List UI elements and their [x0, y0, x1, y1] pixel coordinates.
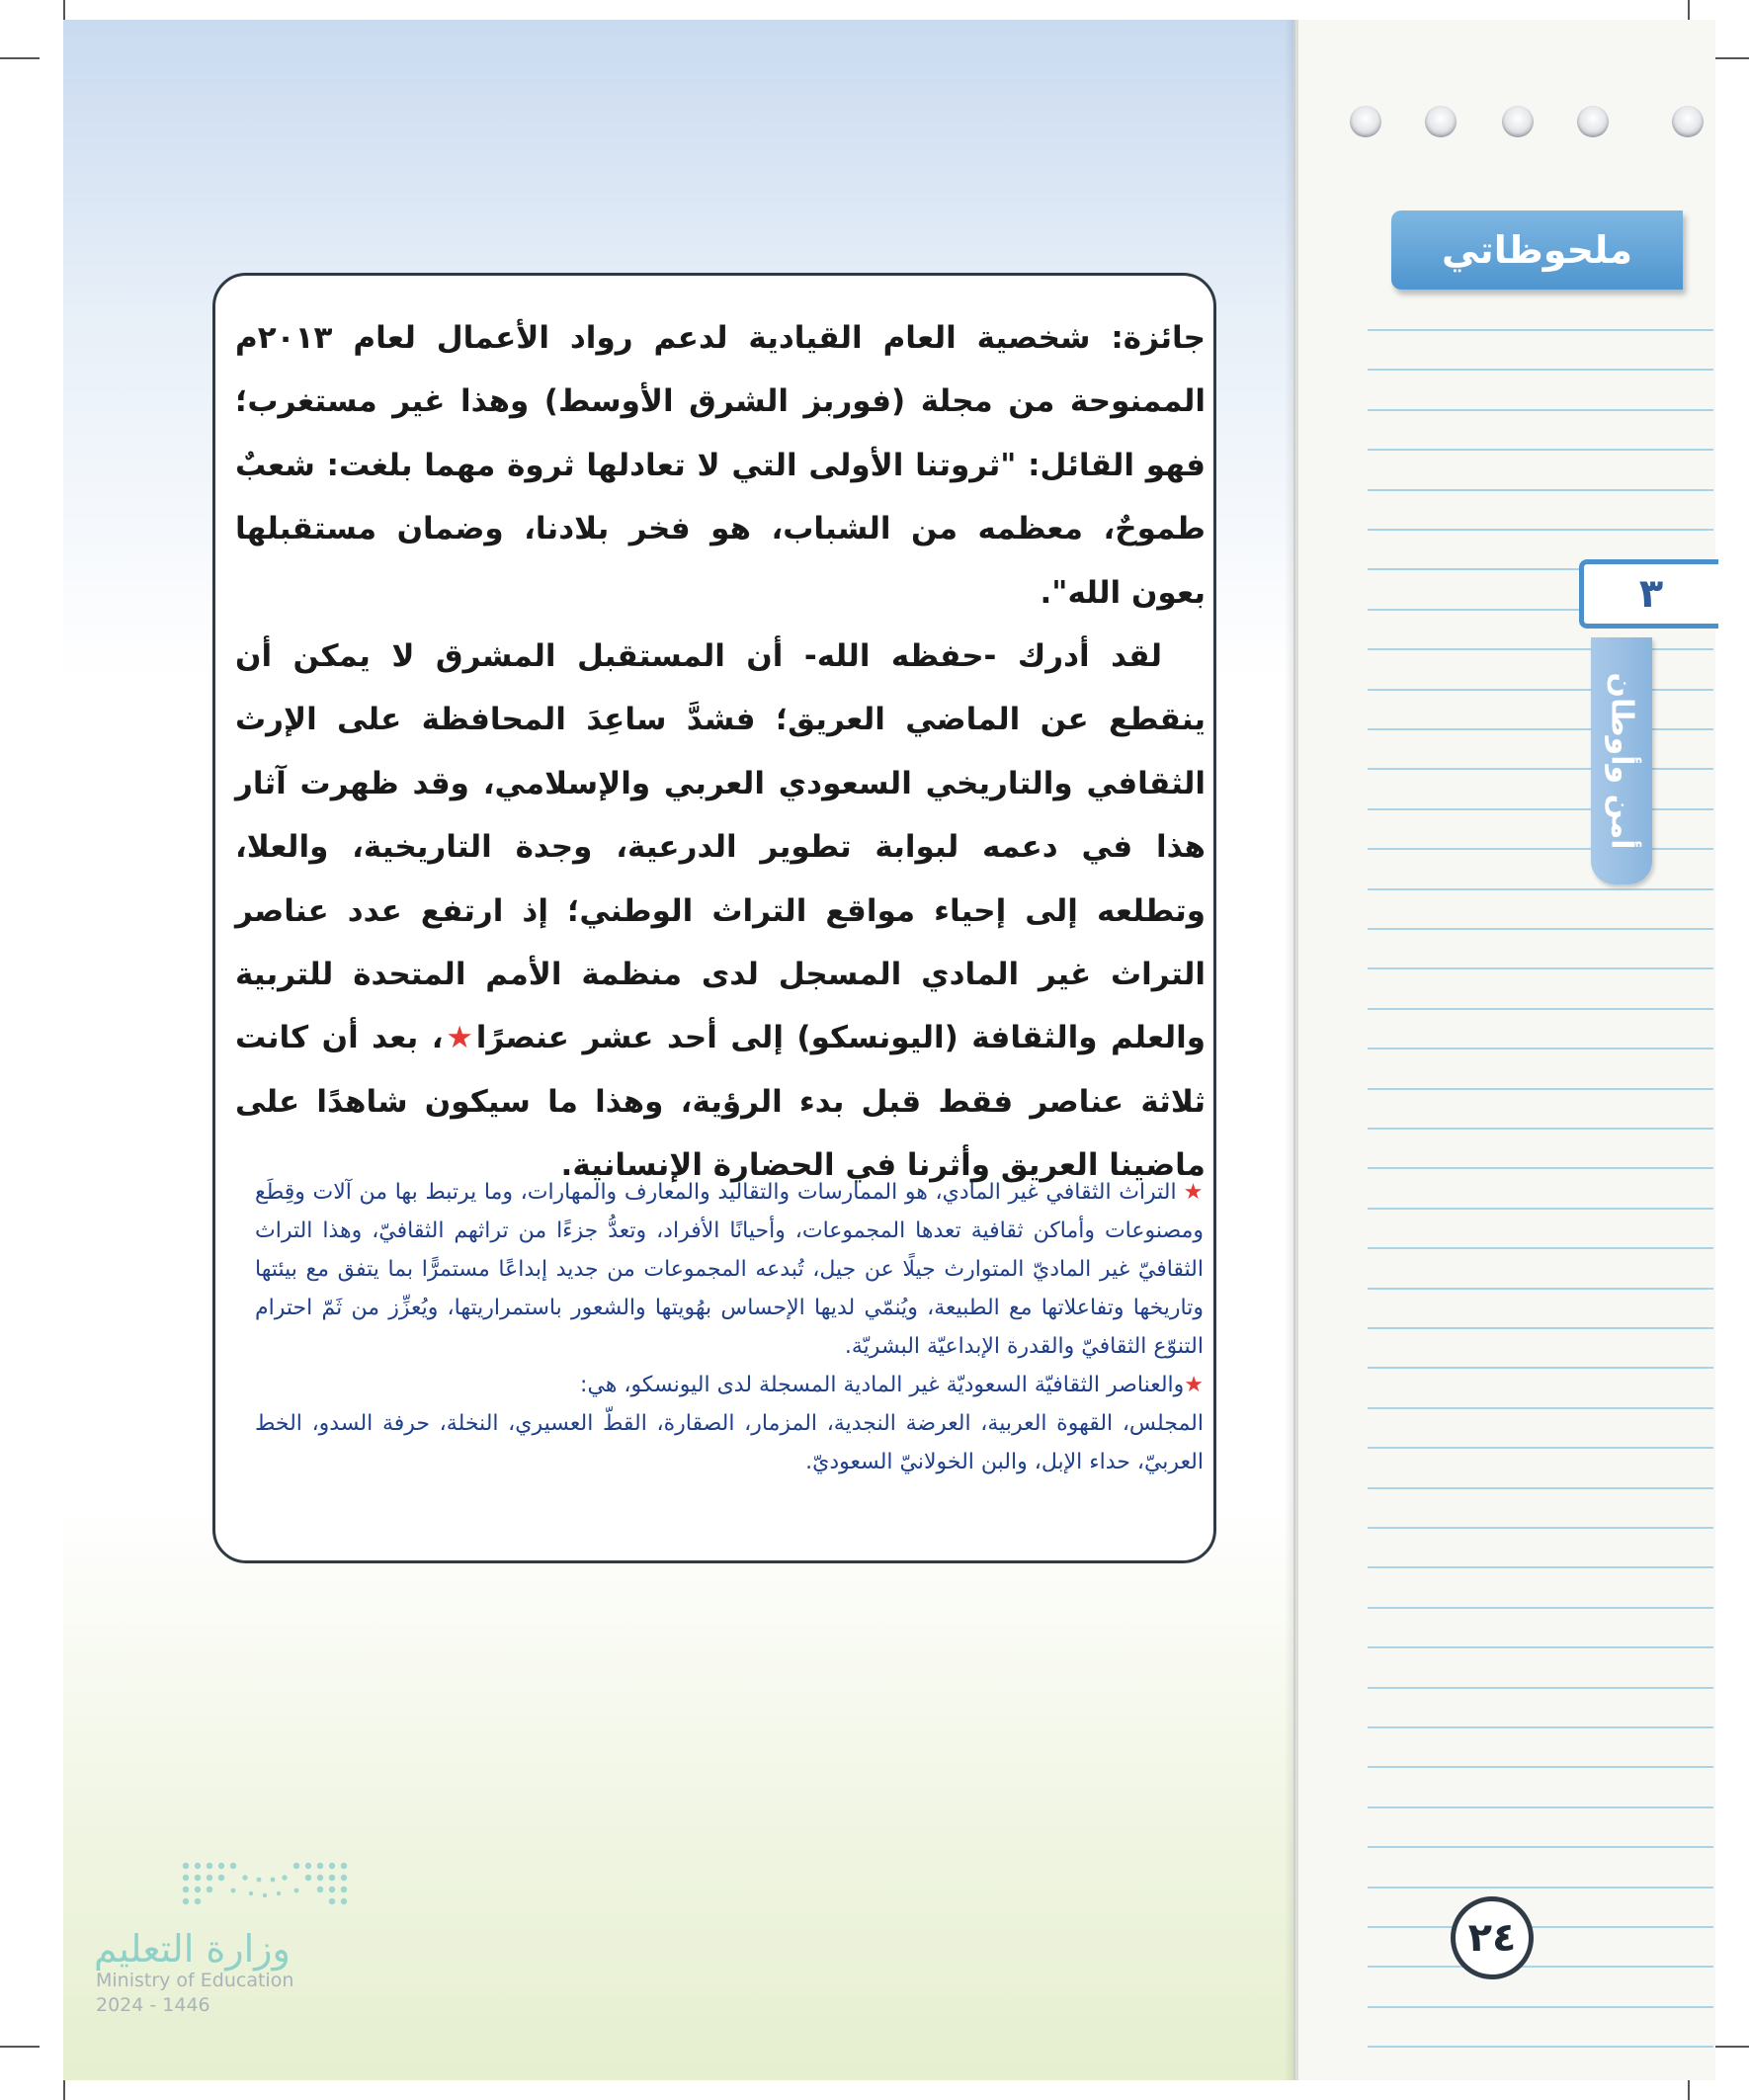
notebook-rule-line [1368, 848, 1713, 850]
binder-hole [1502, 106, 1534, 137]
notebook-rule-line [1368, 1487, 1713, 1489]
chapter-title: أمن وأوطان [1604, 672, 1639, 850]
notebook-rule-line [1368, 689, 1713, 691]
paragraph-2-part-2: ، بعد أن كانت ثلاثة عناصر فقط قبل بدء الرؤية، وهذا ما سيكون شاهدًا على ماضينا العريق وأثرنا في الحضارة الإنسانية. [235, 1020, 1206, 1184]
notebook-rule-line [1368, 1806, 1713, 1808]
notebook-rule-line [1368, 2006, 1713, 2008]
notes-tab-label: ملحوظاتي [1441, 228, 1633, 272]
notebook-rule-line [1368, 728, 1713, 730]
edition-year: 2024 - 1446 [96, 1994, 210, 2016]
notebook-rule-line [1368, 1447, 1713, 1449]
notebook-rule-line [1368, 529, 1713, 531]
notebook-rule-line [1368, 1726, 1713, 1728]
notebook-rule-line [1368, 489, 1713, 491]
chapter-number-box [1579, 559, 1718, 629]
ministry-name-en: Ministry of Education [96, 1970, 294, 1991]
star-icon: ★ [1184, 1373, 1204, 1397]
crop-mark [0, 2046, 40, 2048]
notebook-rule-line [1368, 1048, 1713, 1050]
notebook-rule-line [1368, 1766, 1713, 1768]
crop-mark [1709, 57, 1749, 59]
notebook-rule-line [1368, 1367, 1713, 1369]
chapter-number: ٣ [1638, 571, 1664, 617]
notebook-rule-line [1368, 1407, 1713, 1409]
notebook-rule-line [1368, 1288, 1713, 1290]
crop-mark [0, 57, 40, 59]
star-icon: ★ [1183, 1180, 1204, 1205]
notebook-rule-line [1368, 409, 1713, 411]
footnote-2-heading: والعناصر الثقافيّة السعوديّة غير المادية المسجلة لدى اليونسكو، هي: [580, 1373, 1185, 1397]
ministry-logo-icon [178, 1858, 351, 1907]
binder-hole [1577, 106, 1609, 137]
notebook-rule-line [1368, 329, 1713, 331]
notebook-rule-line [1368, 1846, 1713, 1848]
crop-mark [63, 2080, 65, 2100]
notebook-rule-line [1368, 1566, 1713, 1568]
page-number [1451, 1896, 1534, 1979]
notebook-rule-line [1368, 1167, 1713, 1169]
footnote-2-list: المجلس، القهوة العربية، العرضة النجدية، المزمار، الصقارة، القطّ العسيري، النخلة، حرفة السدو، الخط العربيّ، حداء الإبل، والبن الخولانيّ السعوديّ. [255, 1411, 1204, 1474]
footnotes [255, 1173, 1204, 1481]
notebook-rule-line [1368, 1926, 1713, 1928]
notebook-rule-line [1368, 1327, 1713, 1329]
footnote-1-text: التراث الثقافي غير المادي، هو الممارسات والتقاليد والمعارف والمهارات، وما يرتبط بها من آلات وقِطَع ومصنوعات وأماكن ثقافية تعدها المجموعات، وأحيانًا الأفراد، وتعدُّ جزءًا من تراثهم الثقافيّ، وهذا التراث الثقافيّ غير الماديّ المتوارث جيلًا عن جيل، تُبدعه المجموعات من جديد إبداعًا مستمرًّا بما يتفق مع بيئتها وتاريخها وتفاعلاتها مع الطبيعة، ويُنمّي لديها الإحساس بهُويتها والشعور باستمراريتها، ويُعزِّز من ثَمّ احترام التنوّع الثقافيّ والقدرة الإبداعيّة البشريّة. [255, 1180, 1204, 1359]
notebook-rule-line [1368, 1247, 1713, 1249]
binder-hole [1425, 106, 1457, 137]
notebook-rule-line [1368, 1966, 1713, 1968]
notebook-rule-line [1368, 1208, 1713, 1210]
notebook-rule-line [1368, 1687, 1713, 1689]
paragraph-1: جائزة: شخصية العام القيادية لدعم رواد الأعمال لعام ٢٠١٣م الممنوحة من مجلة (فوربز الشرق الأوسط) وهذا غير مستغرب؛ فهو القائل: "ثروتنا الأولى التي لا تعادلها ثروة مهما بلغت: شعبٌ طموحٌ، معظمه من الشباب، هو فخر بلادنا، وضمان مستقبلها بعون الله". [235, 320, 1206, 611]
notes-tab [1391, 210, 1683, 290]
notebook-rule-line [1368, 1088, 1713, 1090]
star-icon: ★ [443, 1020, 476, 1056]
notebook-rule-line [1368, 1887, 1713, 1889]
main-text [235, 306, 1206, 1198]
notebook-rule-line [1368, 888, 1713, 890]
crop-mark [1688, 2080, 1690, 2100]
crop-mark [63, 0, 65, 20]
notebook-rule-line [1368, 928, 1713, 930]
chapter-title-tab [1591, 637, 1652, 884]
footnote-1 [255, 1173, 1204, 1366]
notebook-rule-line [1368, 1008, 1713, 1010]
notebook-rule-line [1368, 369, 1713, 371]
page-number-label: ٢٤ [1467, 1915, 1517, 1961]
crop-mark [1709, 2046, 1749, 2048]
paragraph-2-part-1: لقد أدرك -حفظه الله- أن المستقبل المشرق لا يمكن أن ينقطع عن الماضي العريق؛ فشدَّ ساعِدَ المحافظة على الإرث الثقافي والتاريخي السعودي العربي والإسلامي، وقد ظهرت آثار هذا في دعمه لبوابة تطوير الدرعية، وجدة التاريخية، والعلا، وتطلعه إلى إحياء مواقع التراث الوطني؛ إذ ارتفع عدد عناصر التراث غير المادي المسجل لدى منظمة الأمم المتحدة للتربية والعلم والثقافة (اليونسكو) إلى أحد عشر عنصرًا [235, 638, 1206, 1056]
crop-mark [1688, 0, 1690, 20]
notebook-rule-line [1368, 1607, 1713, 1609]
notebook-rule-line [1368, 768, 1713, 770]
footnote-2 [255, 1366, 1204, 1404]
binder-hole [1350, 106, 1381, 137]
notebook-rule-line [1368, 648, 1713, 650]
binder-hole [1672, 106, 1704, 137]
notebook-rule-line [1368, 449, 1713, 451]
notebook-rule-line [1368, 808, 1713, 810]
notebook-rule-line [1368, 2046, 1713, 2048]
notebook-rule-line [1368, 1527, 1713, 1529]
notes-column-shadow [1285, 20, 1298, 2080]
notebook-rule-line [1368, 1646, 1713, 1648]
ministry-name-ar: وزارة التعليم [94, 1927, 291, 1971]
notebook-rule-line [1368, 967, 1713, 969]
notebook-rule-line [1368, 1128, 1713, 1130]
paragraph-2 [235, 625, 1206, 1198]
